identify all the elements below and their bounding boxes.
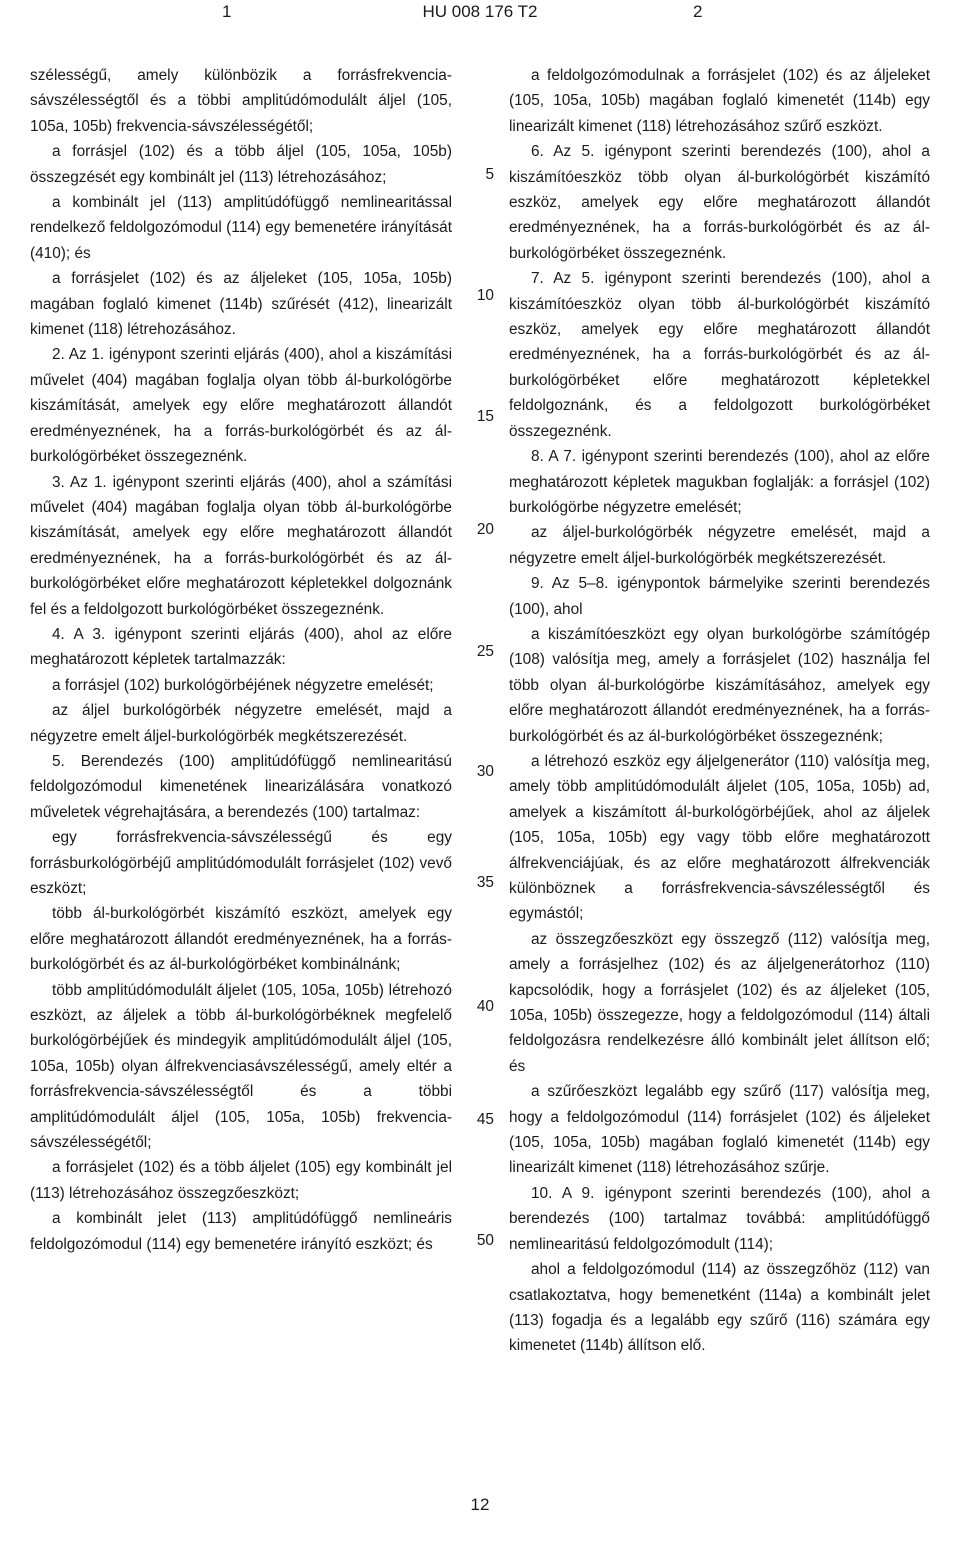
line-number: 10 bbox=[476, 287, 494, 304]
page-header bbox=[0, 0, 960, 40]
line-number: 35 bbox=[476, 874, 494, 891]
line-number: 50 bbox=[476, 1232, 494, 1249]
claim-paragraph: 3. Az 1. igénypont szerinti eljárás (400), ahol a számítási művelet (404) magában foglalja olyan több ál-burkológörbe kiszámítását, amelyek egy előre meghatározott állandót eredményeznének, ha a forrás-burkológörbét és az ál-burkológörbéket előre meghatározott képletekkel dolgoznánk fel és a feldolgozott burkológörbéket összegeznénk. bbox=[30, 473, 452, 618]
line-number: 45 bbox=[476, 1111, 494, 1128]
claim-paragraph: a forrásjelet (102) és a több áljelet (105) egy kombinált jel (113) létrehozásához összegzőeszközt; bbox=[30, 1159, 452, 1202]
claim-paragraph: a kombinált jelet (113) amplitúdófüggő nemlineáris feldolgozómodul (114) egy bemenetére irányító eszközt; és bbox=[30, 1210, 452, 1253]
claim-paragraph: szélességű, amely különbözik a forrásfrekvencia-sávszélességtől és a többi amplitúdómodulált áljel (105, 105a, 105b) frekvencia-sávszélességétől; bbox=[30, 67, 452, 135]
line-number: 15 bbox=[476, 408, 494, 425]
claim-paragraph: 10. A 9. igénypont szerinti berendezés (100), ahol a berendezés (100) tartalmaz továbbá: amplitúdófüggő nemlinearitású feldolgozómodult (114); bbox=[509, 1184, 930, 1253]
claim-paragraph: 5. Berendezés (100) amplitúdófüggő nemlinearitású feldolgozómodul kimenetének linearizálására vonatkozó műveletek végrehajtására, a berendezés (100) tartalmaz: bbox=[30, 752, 452, 821]
claim-paragraph: 9. Az 5–8. igénypontok bármelyike szerinti berendezés (100), ahol bbox=[509, 575, 930, 618]
claim-paragraph: a szűrőeszközt legalább egy szűrő (117) valósítja meg, hogy a feldolgozómodul (114) forrásjelet (102) és áljeleket (105, 105a, 105b) magában foglaló kimenetét (114b) egy linearizált kimenet (118) létrehozásához szűrje. bbox=[509, 1083, 930, 1177]
claim-paragraph: az áljel burkológörbék négyzetre emelését, majd a négyzetre emelt áljel-burkológörbék megkétszerezését. bbox=[30, 702, 452, 745]
claim-paragraph: a feldolgozómodulnak a forrásjelet (102) és az áljeleket (105, 105a, 105b) magában foglaló kimenetét (114b) egy linearizált kimenet (118) létrehozásához szűrő eszközt. bbox=[509, 67, 930, 135]
line-number: 25 bbox=[476, 643, 494, 660]
claim-paragraph: 2. Az 1. igénypont szerinti eljárás (400), ahol a kiszámítási művelet (404) magában foglalja olyan több ál-burkológörbe kiszámítását, amelyek egy előre meghatározott állandót eredményeznének, ha a forrás-burkológörbét és az ál-burkológörbéket összegeznénk. bbox=[30, 346, 452, 466]
claim-paragraph: 4. A 3. igénypont szerinti eljárás (400), ahol az előre meghatározott képletek tartalmazzák: bbox=[30, 625, 452, 669]
header-page-right: 2 bbox=[693, 2, 703, 21]
claim-paragraph: 8. A 7. igénypont szerinti berendezés (100), ahol az előre meghatározott képletek magukban foglalják: a forrásjel (102) burkológörbe négyzetre emelését; bbox=[509, 448, 930, 516]
claim-paragraph: a kiszámítóeszközt egy olyan burkológörbe számítógép (108) valósítja meg, amely a forrásjelet (102) használja fel több olyan ál-burkológörbe kiszámításához, amelyek egy előre meghatározott állandót eredményeznének, ha a forrás-burkológörbét és az ál-burkológörbéket összegeznénk; bbox=[509, 625, 930, 745]
line-number: 40 bbox=[476, 998, 494, 1015]
claim-paragraph: a létrehozó eszköz egy áljelgenerátor (110) valósítja meg, amely több amplitúdómodulált áljelet (105, 105a, 105b) ad, amelyek a kiszámított ál-burkológörbéjűek, ahol az áljelek (105, 105a, 105b) egy vagy több előre meghatározott álfrekvenciájúak, és az előre meghatározott álfrekvenciák különböznek a forrásfrekvencia-sávszélességtől és egymástól; bbox=[509, 752, 930, 923]
claim-paragraph: 7. Az 5. igénypont szerinti berendezés (100), ahol a kiszámítóeszköz olyan több ál-burkológörbét kiszámító eszköz, amelyek egy előre meghatározott állandót eredményeznének, ha a forrás-burkológörbét és az ál-burkológörbéket előre meghatározott képletekkel feldolgoznánk, és a feldolgozott burkológörbéket összegeznénk. bbox=[509, 270, 930, 440]
claim-paragraph: az összegzőeszközt egy összegző (112) valósítja meg, amely a forrásjelhez (102) és az áljelgenerátorhoz (110) kapcsolódik, hogy a forrásjelet (102) és az áljeleket (105, 105a, 105b) összegezze, hogy a feldolgozómodul (114) általi feldolgozásra rendelkezésre álló kombinált jelet állítson elő; és bbox=[509, 930, 930, 1075]
claim-paragraph: az áljel-burkológörbék négyzetre emelését, majd a négyzetre emelt áljel-burkológörbék megkétszerezését. bbox=[509, 524, 930, 567]
left-column bbox=[30, 63, 452, 1257]
claim-paragraph: a kombinált jel (113) amplitúdófüggő nemlinearitással rendelkező feldolgozómodul (114) egy bemenetére irányítását (410); és bbox=[30, 194, 452, 262]
claim-paragraph: több amplitúdómodulált áljelet (105, 105a, 105b) létrehozó eszközt, az áljelek a több ál-burkológörbéknek megfelelő burkológörbéjűek és mindegyik amplitúdómodulált áljel (105, 105a, 105b) olyan álfrekvenciasávszélességű, amely eltér a forrásfrekvencia-sávszélességtől és a többi amplitúdómodulált áljel (105, 105a, 105b) frekvencia-sávszélességétől; bbox=[30, 981, 452, 1152]
claim-paragraph: a forrásjel (102) és a több áljel (105, 105a, 105b) összegzését egy kombinált jel (113) létrehozásához; bbox=[30, 143, 452, 186]
header-page-left: 1 bbox=[222, 2, 232, 21]
line-number: 20 bbox=[476, 521, 494, 538]
right-column bbox=[509, 63, 930, 1359]
claim-paragraph: ahol a feldolgozómodul (114) az összegzőhöz (112) van csatlakoztatva, hogy bemenetként (114a) a kombinált jelet (113) fogadja és a legalább egy szűrő (116) számára egy kimenetet (114b) állítson elő. bbox=[509, 1261, 930, 1355]
claim-paragraph: egy forrásfrekvencia-sávszélességű és egy forrásburkológörbéjű amplitúdómodulált forrásjelet (102) vevő eszközt; bbox=[30, 829, 452, 897]
claim-paragraph: a forrásjelet (102) és az áljeleket (105, 105a, 105b) magában foglaló kimenet (114b) szűrését (412), linearizált kimenet (118) létrehozásához. bbox=[30, 270, 452, 339]
header-patent-number: HU 008 176 T2 bbox=[422, 2, 538, 21]
claim-paragraph: több ál-burkológörbét kiszámító eszközt, amelyek egy előre meghatározott állandót eredményeznének, ha a forrás-burkológörbét és az ál-burkológörbéket kombinálnánk; bbox=[30, 905, 452, 974]
line-number: 5 bbox=[485, 166, 494, 183]
page-number: 12 bbox=[470, 1495, 490, 1514]
claim-paragraph: a forrásjel (102) burkológörbéjének négyzetre emelését; bbox=[52, 676, 434, 694]
claim-paragraph: 6. Az 5. igénypont szerinti berendezés (100), ahol a kiszámítóeszköz több olyan ál-burkológörbét kiszámító eszköz, amelyek egy előre meghatározott állandót eredményeznének, ha a forrás-burkológörbét és az ál-burkológörbéket összegeznénk. bbox=[509, 143, 930, 262]
line-number: 30 bbox=[476, 763, 494, 780]
